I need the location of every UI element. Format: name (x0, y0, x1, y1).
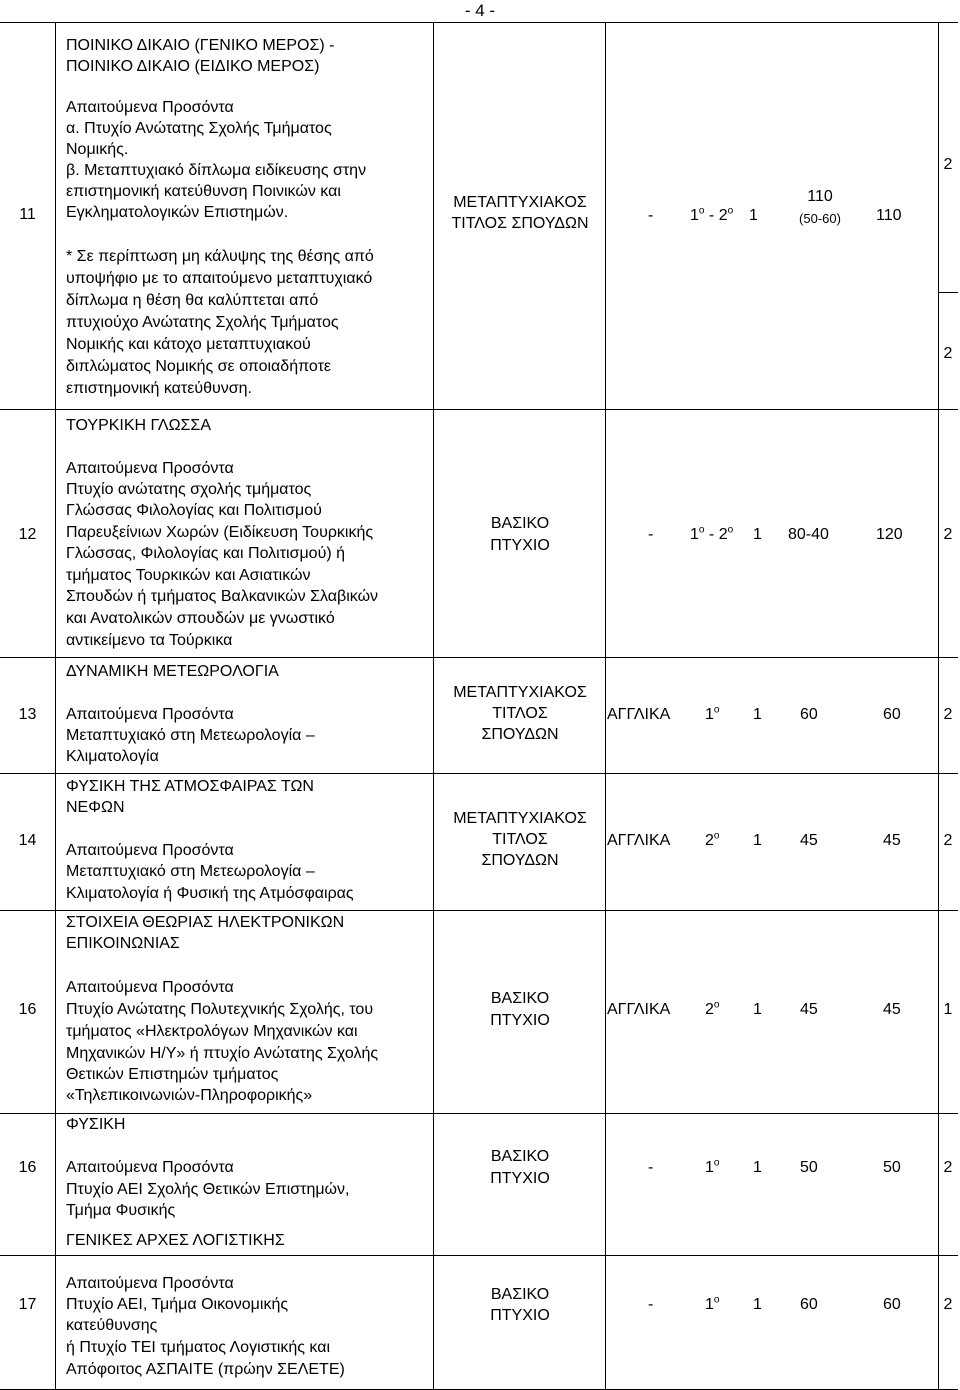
last-column-value: 1 (943, 1001, 953, 1018)
page-number: - 4 - (464, 1, 496, 20)
course-title: ΠΟΙΝΙΚΟ ΔΙΚΑΙΟ (ΓΕΝΙΚΟ ΜΕΡΟΣ) - (66, 37, 335, 54)
last-column-value: 2 (943, 832, 953, 849)
note-line: δίπλωμα η θέση θα καλύπτεται από (66, 292, 319, 309)
row-number: 14 (18, 832, 37, 849)
requirements-label: Απαιτούμενα Προσόντα (66, 99, 234, 116)
requirement-line: «Τηλεπικοινωνιών-Πληροφορικής» (66, 1087, 313, 1104)
note-line: υποψήφιο με το απαιτούμενο μεταπτυχιακό (66, 270, 373, 287)
semester: $1^o$ (705, 704, 720, 723)
degree-type: ΒΑΣΙΚΟ (490, 1286, 550, 1303)
requirement-line: Πτυχίο ΑΕΙ Σχολής Θετικών Επιστημών, (66, 1181, 350, 1198)
total-hours: 50 (883, 1159, 901, 1176)
requirement-line: Κλιματολογία ή Φυσική της Ατμόσφαιρας (66, 885, 354, 902)
requirement-line: Μηχανικών Η/Υ» ή πτυχίο Ανώτατης Σχολής (66, 1045, 379, 1062)
requirement-line: α. Πτυχίο Ανώτατης Σχολής Τμήματος (66, 120, 332, 137)
requirement-line: Μεταπτυχιακό στη Μετεωρολογία – (66, 727, 315, 744)
language: - (648, 207, 654, 224)
requirement-line: κατεύθυνσης (66, 1317, 158, 1334)
language: ΑΓΓΛΙΚΑ (607, 1001, 671, 1018)
hours: 110 (807, 188, 833, 205)
positions: 1 (753, 526, 762, 543)
degree-type: ΒΑΣΙΚΟ (490, 1148, 550, 1165)
requirements-label: Απαιτούμενα Προσόντα (66, 706, 234, 723)
note-line: διπλώματος Νομικής σε οποιαδήποτε (66, 358, 332, 375)
language: - (648, 1159, 654, 1176)
degree-type: ΤΙΤΛΟΣ (492, 705, 548, 722)
hours-split: (50-60) (799, 211, 841, 226)
requirement-line: Πτυχίο ανώτατης σχολής τμήματος (66, 481, 312, 498)
last-column-value: 2 (943, 526, 953, 543)
requirement-line: ή Πτυχίο ΤΕΙ τμήματος Λογιστικής και (66, 1339, 331, 1356)
language: - (648, 1296, 654, 1313)
course-title: ΣΤΟΙΧΕΙΑ ΘΕΩΡΙΑΣ ΗΛΕΚΤΡΟΝΙΚΩΝ (66, 914, 345, 931)
row-divider (0, 1113, 958, 1114)
requirement-line: Πτυχίο Ανώτατης Πολυτεχνικής Σχολής, του (66, 1001, 374, 1018)
degree-type: ΠΤΥΧΙΟ (490, 1307, 550, 1324)
requirement-line: επιστημονική κατεύθυνση Ποινικών και (66, 183, 341, 200)
course-title: ΕΠΙΚΟΙΝΩΝΙΑΣ (66, 935, 180, 952)
requirement-line: Απόφοιτος ΑΣΠΑΙΤΕ (πρώην ΣΕΛΕΤΕ) (66, 1361, 345, 1378)
last-column-value: 2 (943, 156, 953, 173)
row-divider (0, 1255, 958, 1256)
requirement-line: τμήματος «Ηλεκτρολόγων Μηχανικών και (66, 1023, 358, 1040)
requirement-line: Σπουδών ή τμήματος Βαλκανικών Σλαβικών (66, 588, 379, 605)
hours: 80-40 (788, 526, 829, 543)
last-column-value: 2 (943, 1296, 953, 1313)
degree-type: ΜΕΤΑΠΤΥΧΙΑΚΟΣ (453, 810, 587, 827)
language: ΑΓΓΛΙΚΑ (607, 832, 671, 849)
degree-type: ΒΑΣΙΚΟ (490, 990, 550, 1007)
row-divider (0, 773, 958, 774)
hours: 50 (800, 1159, 818, 1176)
requirements-label: Απαιτούμενα Προσόντα (66, 1275, 234, 1292)
semester: $2^o$ (705, 999, 720, 1018)
row-number: 16 (18, 1001, 37, 1018)
course-title: ΓΕΝΙΚΕΣ ΑΡΧΕΣ ΛΟΓΙΣΤΙΚΗΣ (66, 1232, 285, 1249)
requirements-label: Απαιτούμενα Προσόντα (66, 1159, 234, 1176)
degree-type: ΤΙΤΛΟΣ ΣΠΟΥΔΩΝ (451, 215, 589, 232)
course-title: ΦΥΣΙΚΗ (66, 1116, 126, 1133)
semester: $1^o$ (705, 1294, 720, 1313)
semester: $2^o$ (705, 830, 720, 849)
course-title: ΝΕΦΩΝ (66, 799, 125, 816)
course-title: ΦΥΣΙΚΗ ΤΗΣ ΑΤΜΟΣΦΑΙΡΑΣ ΤΩΝ (66, 778, 314, 795)
total-hours: 45 (883, 1001, 901, 1018)
positions: 1 (753, 706, 762, 723)
requirement-line: Μεταπτυχιακό στη Μετεωρολογία – (66, 863, 315, 880)
requirement-line: και Ανατολικών σπουδών με γνωστικό (66, 610, 335, 627)
degree-type: ΤΙΤΛΟΣ (492, 831, 548, 848)
degree-type: ΠΤΥΧΙΟ (490, 537, 550, 554)
total-hours: 60 (883, 706, 901, 723)
degree-type: ΜΕΤΑΠΤΥΧΙΑΚΟΣ (453, 194, 587, 211)
requirement-line: αντικείμενο τα Τούρκικα (66, 632, 233, 649)
last-column-value: 2 (943, 1159, 953, 1176)
note-line: Νομικής και κάτοχο μεταπτυχιακού (66, 336, 311, 353)
hours: 60 (800, 706, 818, 723)
note-line: επιστημονική κατεύθυνση. (66, 380, 252, 397)
degree-type: ΜΕΤΑΠΤΥΧΙΑΚΟΣ (453, 684, 587, 701)
course-title: ΠΟΙΝΙΚΟ ΔΙΚΑΙΟ (ΕΙΔΙΚΟ ΜΕΡΟΣ) (66, 58, 320, 75)
degree-type: ΠΤΥΧΙΟ (490, 1170, 550, 1187)
requirement-line: Τμήμα Φυσικής (66, 1202, 176, 1219)
degree-type: ΒΑΣΙΚΟ (490, 515, 550, 532)
requirement-line: Γλώσσας, Φιλολογίας και Πολιτισμού) ή (66, 545, 345, 562)
requirement-line: β. Μεταπτυχιακό δίπλωμα ειδίκευσης στην (66, 162, 367, 179)
total-hours: 110 (876, 207, 902, 224)
row-divider (0, 657, 958, 658)
note-line: * Σε περίπτωση μη κάλυψης της θέσης από (66, 248, 374, 265)
row-number: 11 (19, 206, 36, 223)
row-number: 13 (18, 706, 37, 723)
degree-type: ΣΠΟΥΔΩΝ (481, 726, 559, 743)
requirement-line: Εγκληματολογικών Επιστημών. (66, 204, 289, 221)
requirement-line: Θετικών Επιστημών τμήματος (66, 1066, 279, 1083)
row-divider (0, 910, 958, 911)
total-hours: 120 (876, 526, 903, 543)
positions: 1 (753, 832, 762, 849)
requirement-line: Γλώσσας Φιλολογίας και Πολιτισμού (66, 502, 322, 519)
degree-type: ΣΠΟΥΔΩΝ (481, 852, 559, 869)
language: ΑΓΓΛΙΚΑ (607, 706, 671, 723)
note-line: πτυχιούχο Ανώτατης Σχολής Τμήματος (66, 314, 339, 331)
requirement-line: Παρευξείνιων Χωρών (Ειδίκευση Τουρκικής (66, 524, 374, 541)
total-hours: 60 (883, 1296, 901, 1313)
positions: 1 (753, 1159, 762, 1176)
last-column-value: 2 (943, 706, 953, 723)
row-number: 12 (18, 526, 37, 543)
requirement-line: Νομικής. (66, 141, 129, 158)
requirements-label: Απαιτούμενα Προσόντα (66, 979, 234, 996)
requirements-label: Απαιτούμενα Προσόντα (66, 842, 234, 859)
requirement-line: Κλιματολογία (66, 748, 159, 765)
positions: 1 (753, 1001, 762, 1018)
degree-type: ΠΤΥΧΙΟ (490, 1012, 550, 1029)
hours: 60 (800, 1296, 818, 1313)
last-column-value: 2 (943, 345, 953, 362)
positions: 1 (749, 207, 758, 224)
requirements-label: Απαιτούμενα Προσόντα (66, 460, 234, 477)
positions: 1 (753, 1296, 762, 1313)
requirement-line: Πτυχίο ΑΕΙ, Τμήμα Οικονομικής (66, 1296, 289, 1313)
semester: $1^o$ (705, 1157, 720, 1176)
row-divider (0, 409, 958, 410)
row-divider (938, 292, 958, 293)
hours: 45 (800, 1001, 818, 1018)
column-divider (55, 23, 56, 1389)
semester: $1^o - 2^o$ (690, 524, 734, 543)
row-number: 17 (18, 1296, 37, 1313)
row-number: 16 (18, 1159, 37, 1176)
hours: 45 (800, 832, 818, 849)
course-title: ΤΟΥΡΚΙΚΗ ΓΛΩΣΣΑ (66, 417, 211, 434)
total-hours: 45 (883, 832, 901, 849)
course-title: ΔΥΝΑΜΙΚΗ ΜΕΤΕΩΡΟΛΟΓΙΑ (66, 663, 279, 680)
requirement-line: τμήματος Τουρκικών και Ασιατικών (66, 567, 311, 584)
language: - (648, 526, 654, 543)
semester: $1^o - 2^o$ (690, 205, 734, 224)
